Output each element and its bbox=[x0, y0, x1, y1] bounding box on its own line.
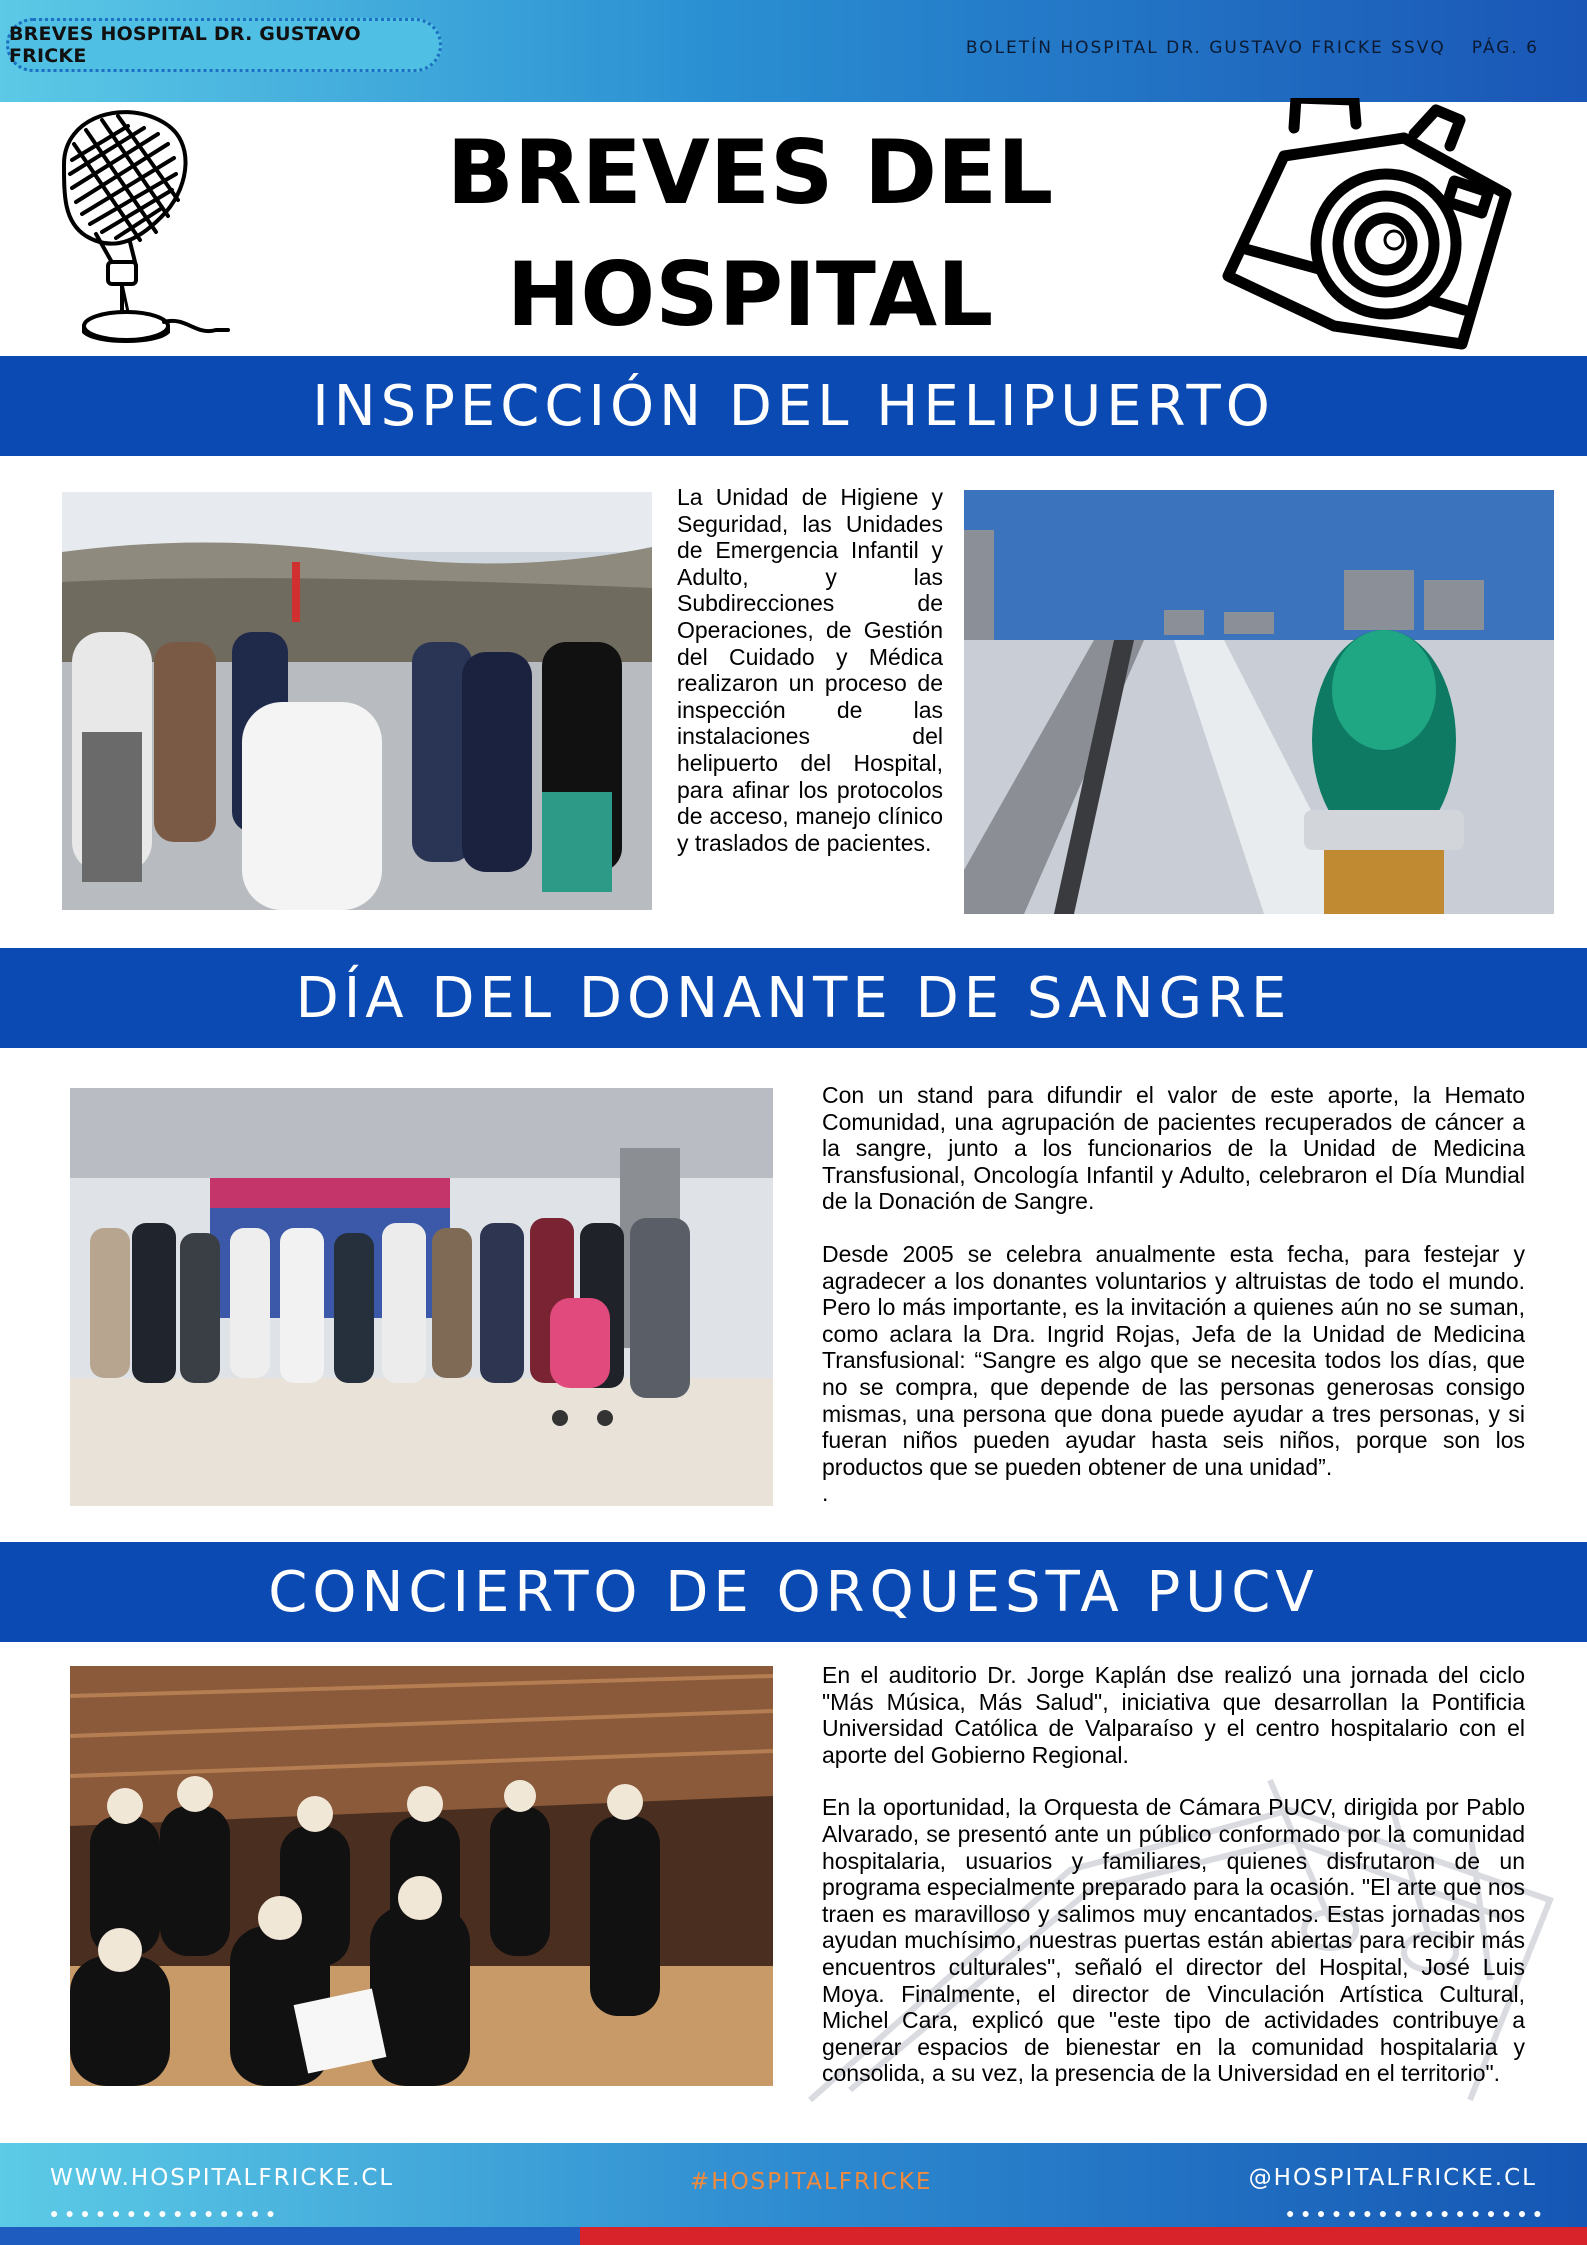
footer-bar bbox=[0, 2143, 1587, 2227]
camera-icon bbox=[1214, 98, 1534, 368]
bulletin-label: BOLETÍN HOSPITAL DR. GUSTAVO FRICKE SSVQ bbox=[965, 38, 1446, 58]
page-title-line-1: BREVES DEL bbox=[446, 121, 1054, 224]
header-pill: BREVES HOSPITAL DR. GUSTAVO FRICKE bbox=[6, 18, 442, 72]
photo-helipad-team bbox=[62, 492, 652, 910]
section-heading-concierto: CONCIERTO DE ORQUESTA PUCV bbox=[0, 1542, 1587, 1642]
section-text-helipuerto bbox=[677, 484, 943, 882]
bulletin-info bbox=[966, 38, 1539, 58]
section-heading-donante: DÍA DEL DONANTE DE SANGRE bbox=[0, 948, 1587, 1048]
footer-dots-right: ●●●●●●●●●●●●●●●●● bbox=[1286, 2205, 1549, 2221]
photo-helipad-beacon bbox=[964, 490, 1554, 914]
header-bar bbox=[0, 0, 1587, 102]
footer-social-handle[interactable]: @HOSPITALFRICKE.CL bbox=[1248, 2165, 1537, 2191]
section-text-concierto bbox=[822, 1662, 1525, 2113]
photo-blood-donor-day bbox=[70, 1088, 773, 1506]
concierto-paragraph-1: En el auditorio Dr. Jorge Kaplán dse realizó una jornada del ciclo "Más Música, Más Salud", iniciativa que desarrollan la Pontificia Universidad Católica de Valparaíso y el centro hospitalario con el aporte del Gobierno Regional. bbox=[822, 1662, 1525, 1768]
footer-color-strip bbox=[0, 2227, 1587, 2245]
photo-orchestra-concert bbox=[70, 1666, 773, 2086]
page-title bbox=[360, 112, 1140, 356]
donante-paragraph-3: . bbox=[822, 1480, 829, 1507]
concierto-paragraph-2: En la oportunidad, la Orquesta de Cámara PUCV, dirigida por Pablo Alvarado, se presentó ante un público conformado por la comunidad hospitalaria, usuarios y familiares, quienes disfrutaron de un programa especialmente preparado para la ocasión. "El arte que nos traen es maravilloso y salimos muy encantados. Estas jornadas nos ayudan muchísimo, nuestras puertas están abiertas para recibir más encuentros culturales", señaló el director del Hospital, José Luis Moya. Finalmente, el director de Vinculación Artística Cultural, Michel Cara, explicó que "este tipo de actividades contribuye a generar espacios de bienestar en la comunidad hospitalaria y consolida, a su vez, la presencia de la Universidad en el territorio". bbox=[822, 1794, 1525, 2087]
section-heading-helipuerto: INSPECCIÓN DEL HELIPUERTO bbox=[0, 356, 1587, 456]
footer-hashtag[interactable]: #HOSPITALFRICKE bbox=[690, 2169, 933, 2195]
helipuerto-paragraph-1: La Unidad de Higiene y Seguridad, las Unidades de Emergencia Infantil y Adulto, y las Subdirecciones de Operaciones, de Gestión del Cuidado y Médica realizaron un proceso de inspección de las instalaciones del helipuerto del Hospital, para afinar los protocolos de acceso, manejo clínico y traslados de pacientes. bbox=[677, 484, 943, 856]
page-title-line-2: HOSPITAL bbox=[506, 243, 994, 346]
footer-website-link[interactable]: WWW.HOSPITALFRICKE.CL bbox=[50, 2165, 395, 2191]
footer-red-strip bbox=[580, 2227, 1587, 2245]
donante-paragraph-2: Desde 2005 se celebra anualmente esta fecha, para festejar y agradecer a los donantes voluntarios y altruistas de todo el mundo. Pero lo más importante, es la invitación a quienes aún no se suman, como aclara la Dra. Ingrid Rojas, Jefa de la Unidad de Medicina Transfusional: “Sangre es algo que se necesita todos los días, que no se compra, que depende de las personas generosas consigo mismas, una persona que dona puede ayudar a tres personas, y si fueran niños pueden ayudar hasta seis niños, porque son los productos que se pueden obtener de una unidad”. bbox=[822, 1240, 1525, 1480]
donante-paragraph-1: Con un stand para difundir el valor de este aporte, la Hemato Comunidad, una agrupación de pacientes recuperados de cáncer a la sangre, junto a los funcionarios de la Unidad de Medicina Transfusional, Oncología Infantil y Adulto, celebraron el Día Mundial de la Donación de Sangre. bbox=[822, 1082, 1525, 1215]
microphone-icon bbox=[56, 104, 236, 349]
footer-dots-left: ●●●●●●●●●●●●●●● bbox=[50, 2205, 282, 2221]
section-text-donante bbox=[822, 1082, 1525, 1533]
page-number: PÁG. 6 bbox=[1471, 38, 1539, 58]
